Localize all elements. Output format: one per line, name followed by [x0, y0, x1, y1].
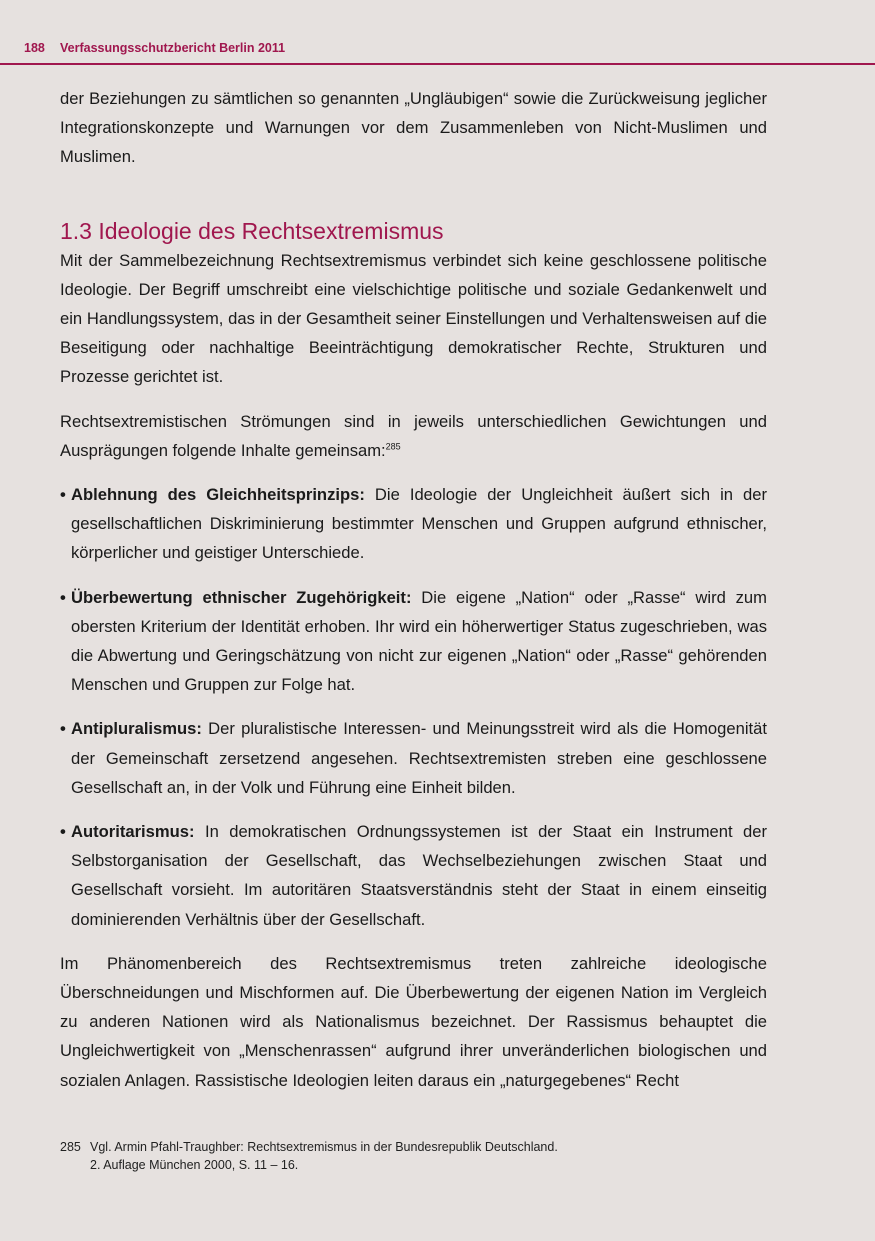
bullet-term: Ablehnung des Gleichheitsprinzips: — [71, 485, 365, 505]
footnote-reference[interactable]: 285 — [385, 441, 401, 452]
footnote-text-1: Vgl. Armin Pfahl-Traughber: Rechtsextremismus in der Bundesrepublik Deutschland. — [90, 1140, 558, 1154]
footnote-number: 285 — [60, 1140, 81, 1154]
bullet-dot-icon: • — [60, 587, 66, 607]
bullet-text: Die Ideologie der Ungleichheit äußert sich in der gesellschaftlichen Diskriminierung bestimmter Menschen und Gruppen aufgrund ethnischer, körperlicher und geistiger Unterschiede. — [71, 485, 767, 563]
bullet-term: Autoritarismus: — [71, 822, 195, 842]
bullet-item — [60, 817, 767, 934]
section-paragraph-1: Mit der Sammelbezeichnung Rechtsextremismus verbindet sich keine geschlossene politische Ideologie. Der Begriff umschreibt eine vielschichtige politische und soziale Gedankenwelt und ein Handlungssystem, das in der Gesamtheit seiner Einstellungen und Verhaltensweisen auf die Beseitigung oder nachhaltige Beeinträchtigung demokratischer Rechte, Strukturen und Prozesse gerichtet ist. — [60, 250, 767, 387]
bullet-dot-icon: • — [60, 719, 66, 739]
bullet-item — [60, 583, 767, 700]
bullet-dot-icon: • — [60, 485, 66, 505]
bullet-term: Überbewertung ethnischer Zugehörigkeit: — [71, 587, 412, 607]
bullet-dot-icon: • — [60, 822, 66, 842]
bullet-term: Antipluralismus: — [71, 719, 202, 739]
bullet-text: Der pluralistische Interessen- und Meinungsstreit wird als die Homogenität der Gemeinschaft zersetzend angesehen. Rechtsextremisten streben eine geschlossene Gesellschaft an, in der Volk und Führung eine Einheit bilden. — [71, 719, 767, 797]
running-title: Verfassungsschutzbericht Berlin 2011 — [60, 41, 286, 55]
section-heading: 1.3 Ideologie des Rechtsextremismus — [60, 217, 444, 244]
page-header — [0, 40, 875, 65]
bullet-text: In demokratischen Ordnungssystemen ist der Staat ein Instrument der Selbstorganisation der Gesellschaft, das Wechselbeziehungen zwischen Staat und Gesellschaft vorsieht. Im autoritären Staatsverständnis steht der Staat in einem einseitig dominierenden Verhältnis über der Gesellschaft. — [71, 822, 767, 929]
paragraph-2-text: Rechtsextremistischen Strömungen sind in jeweils unterschiedlichen Gewichtungen und Ausprägungen folgende Inhalte gemeinsam: — [60, 411, 767, 460]
page-content — [60, 84, 767, 1095]
intro-paragraph: der Beziehungen zu sämtlichen so genannten „Ungläubigen“ sowie die Zurückweisung jeglicher Integrationskonzepte und Warnungen vor dem Zusammenleben von Nicht-Muslimen und Muslimen. — [60, 89, 767, 167]
section-paragraph-3: Im Phänomenbereich des Rechtsextremismus treten zahlreiche ideologische Überschneidungen und Mischformen auf. Die Überbewertung der eigenen Nation im Vergleich zu anderen Nationen wird als Nationalismus bezeichnet. Der Rassismus behauptet die Ungleichwertigkeit von „Menschenrassen“ aufgrund ihrer unveränderlichen biologischen und sozialen Anlagen. Rassistische Ideologien leiten daraus ein „naturgegebenes“ Recht — [60, 953, 767, 1090]
bullet-item — [60, 480, 767, 568]
footnote-line-1 — [60, 1138, 767, 1156]
section-paragraph-2 — [60, 407, 767, 465]
page-number: 188 — [24, 41, 45, 55]
footnote-line-2: 2. Auflage München 2000, S. 11 – 16. — [90, 1158, 299, 1172]
footnote — [60, 1138, 767, 1174]
bullet-item — [60, 714, 767, 802]
bullet-text: Die eigene „Nation“ oder „Rasse“ wird zum obersten Kriterium der Identität erhoben. Ihr wird ein höherwertiger Status zugeschrieben, was die Abwertung und Geringschätzung von nicht zur eigenen „Nation“ oder „Rasse“ gehörenden Menschen und Gruppen zur Folge hat. — [71, 587, 767, 695]
